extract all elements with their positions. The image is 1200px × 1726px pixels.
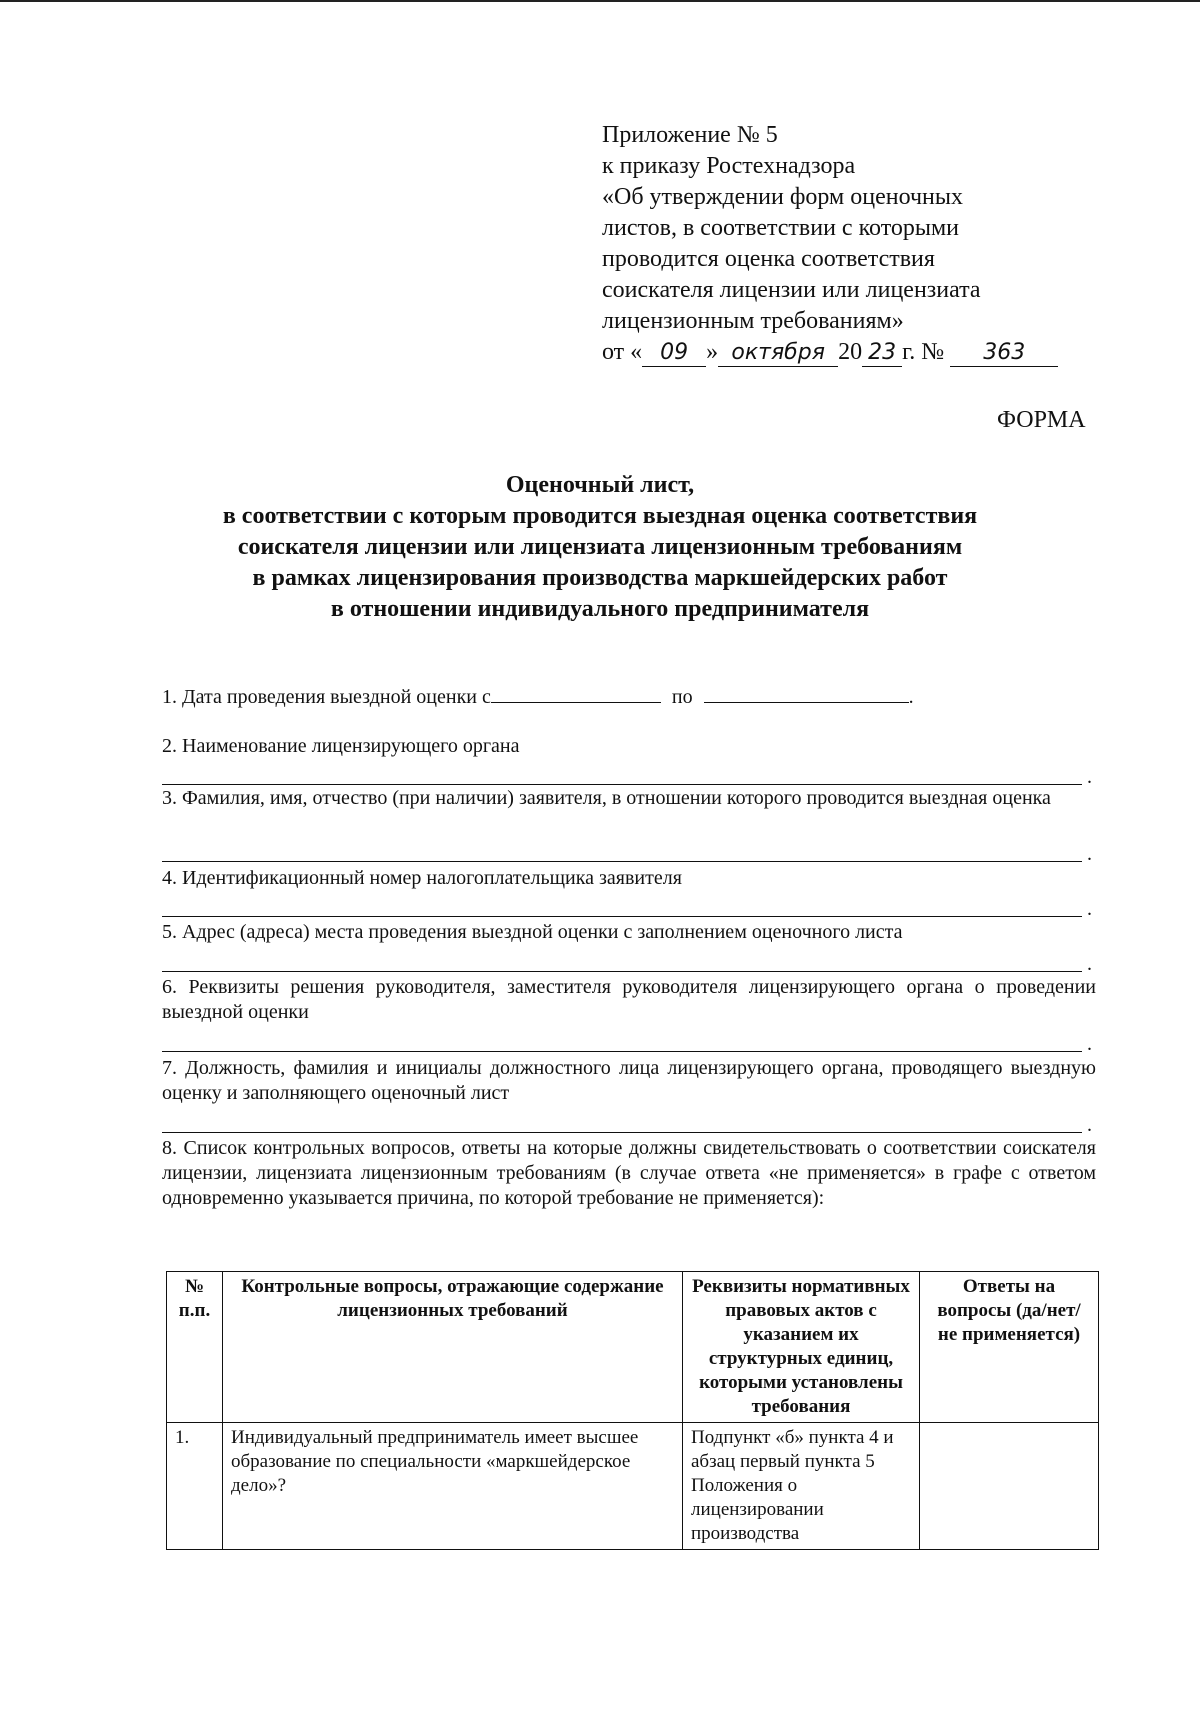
header-requisites: Реквизиты нормативных правовых актов с указанием их структурных единиц, которыми установлены требования xyxy=(683,1272,920,1423)
row-number: 1. xyxy=(167,1423,223,1550)
appendix-header xyxy=(602,120,1122,368)
header-number: № п.п. xyxy=(167,1272,223,1423)
form-label: ФОРМА xyxy=(997,407,1086,433)
appendix-line-7: лицензионным требованиям» xyxy=(602,308,904,334)
item-3-period: . xyxy=(1087,843,1092,865)
item-6-decision-requisites xyxy=(162,975,1096,1025)
handwritten-day: 09 xyxy=(642,340,706,367)
year-prefix: 20 xyxy=(838,339,863,365)
item-4-label: 4. Идентификационный номер налогоплательщика заявителя xyxy=(162,867,682,889)
item-2-licensing-authority xyxy=(162,734,1096,759)
item-1-label: 1. Дата проведения выездной оценки с xyxy=(162,686,491,708)
item-2-period: . xyxy=(1087,766,1092,788)
appendix-line-6: соискателя лицензии или лицензиата xyxy=(602,277,981,303)
document-title xyxy=(130,470,1070,625)
handwritten-year: 23 xyxy=(862,340,902,367)
item-5-label: 5. Адрес (адреса) места проведения выездной оценки с заполнением оценочного листа xyxy=(162,921,903,943)
item-2-label: 2. Наименование лицензирующего органа xyxy=(162,735,520,757)
appendix-line-2: к приказу Ростехнадзора xyxy=(602,153,856,179)
item-6-period: . xyxy=(1087,1033,1092,1055)
date-from-field[interactable] xyxy=(491,684,661,703)
table-header-row xyxy=(167,1272,1099,1423)
header-question: Контрольные вопросы, отражающие содержание лицензионных требований xyxy=(223,1272,683,1423)
date-quote-close: » xyxy=(706,339,719,365)
item-5-period: . xyxy=(1087,953,1092,975)
row-question: Индивидуальный предприниматель имеет высшее образование по специальности «маркшейдерское дело»? xyxy=(223,1423,683,1550)
item-3-label: 3. Фамилия, имя, отчество (при наличии) заявителя, в отношении которого проводится выездная оценка xyxy=(162,787,1051,809)
item-2-fill-line[interactable] xyxy=(162,784,1082,785)
item-1-inspection-dates xyxy=(162,684,1096,710)
item-6-label: 6. Реквизиты решения руководителя, заместителя руководителя лицензирующего органа о проведении выездной оценки xyxy=(162,976,1096,1023)
title-line-3: соискателя лицензии или лицензиата лицензионным требованиям xyxy=(237,534,963,560)
item-5-fill-line[interactable] xyxy=(162,971,1082,972)
item-1-to-label: по xyxy=(671,686,693,708)
item-4-fill-line[interactable] xyxy=(162,916,1082,917)
title-line-4: в рамках лицензирования производства маркшейдерских работ xyxy=(252,565,948,591)
date-prefix: от « xyxy=(602,339,643,365)
title-line-2: в соответствии с которым проводится выездная оценка соответствия xyxy=(222,503,978,529)
appendix-line-1: Приложение № 5 xyxy=(602,122,778,148)
title-line-5: в отношении индивидуального предпринимателя xyxy=(330,596,870,622)
appendix-line-3: «Об утверждении форм оценочных xyxy=(602,184,963,210)
item-7-period: . xyxy=(1087,1114,1092,1136)
checklist-table xyxy=(166,1271,1099,1550)
item-3-fill-line[interactable] xyxy=(162,861,1082,862)
number-prefix: г. № xyxy=(902,339,945,365)
header-answers: Ответы на вопросы (да/нет/ не применяется) xyxy=(920,1272,1099,1423)
item-7-label: 7. Должность, фамилия и инициалы должностного лица лицензирующего органа, проводящего выездную оценку и заполняющего оценочный лист xyxy=(162,1057,1096,1104)
handwritten-month: октября xyxy=(718,340,838,367)
appendix-line-5: проводится оценка соответствия xyxy=(602,246,935,272)
row-requisites: Подпункт «б» пункта 4 и абзац первый пункта 5 Положения о лицензировании производства xyxy=(683,1423,920,1550)
date-to-field[interactable] xyxy=(704,684,909,703)
title-line-1: Оценочный лист, xyxy=(505,472,695,498)
appendix-line-4: листов, в соответствии с которыми xyxy=(602,215,960,241)
item-7-fill-line[interactable] xyxy=(162,1132,1082,1133)
item-7-official xyxy=(162,1056,1096,1106)
item-4-period: . xyxy=(1087,898,1092,920)
order-date-line xyxy=(602,337,1122,368)
page-top-border xyxy=(0,0,1200,2)
item-8-label: 8. Список контрольных вопросов, ответы на которые должны свидетельствовать о соответствии соискателя лицензии, лицензиата лицензионным требованиям (в случае ответа «не применяется» в графе с ответом одновременно указывается причина, по которой требование не применяется): xyxy=(162,1137,1096,1209)
item-8-question-list xyxy=(162,1136,1096,1211)
item-6-fill-line[interactable] xyxy=(162,1051,1082,1052)
item-4-taxpayer-number xyxy=(162,866,1096,891)
item-3-applicant-name xyxy=(162,786,1096,811)
item-1-period: . xyxy=(908,686,914,708)
row-answer-cell[interactable] xyxy=(920,1423,1099,1550)
handwritten-order-number: 363 xyxy=(950,340,1058,367)
table-row xyxy=(167,1423,1099,1550)
item-5-inspection-address xyxy=(162,920,1096,945)
